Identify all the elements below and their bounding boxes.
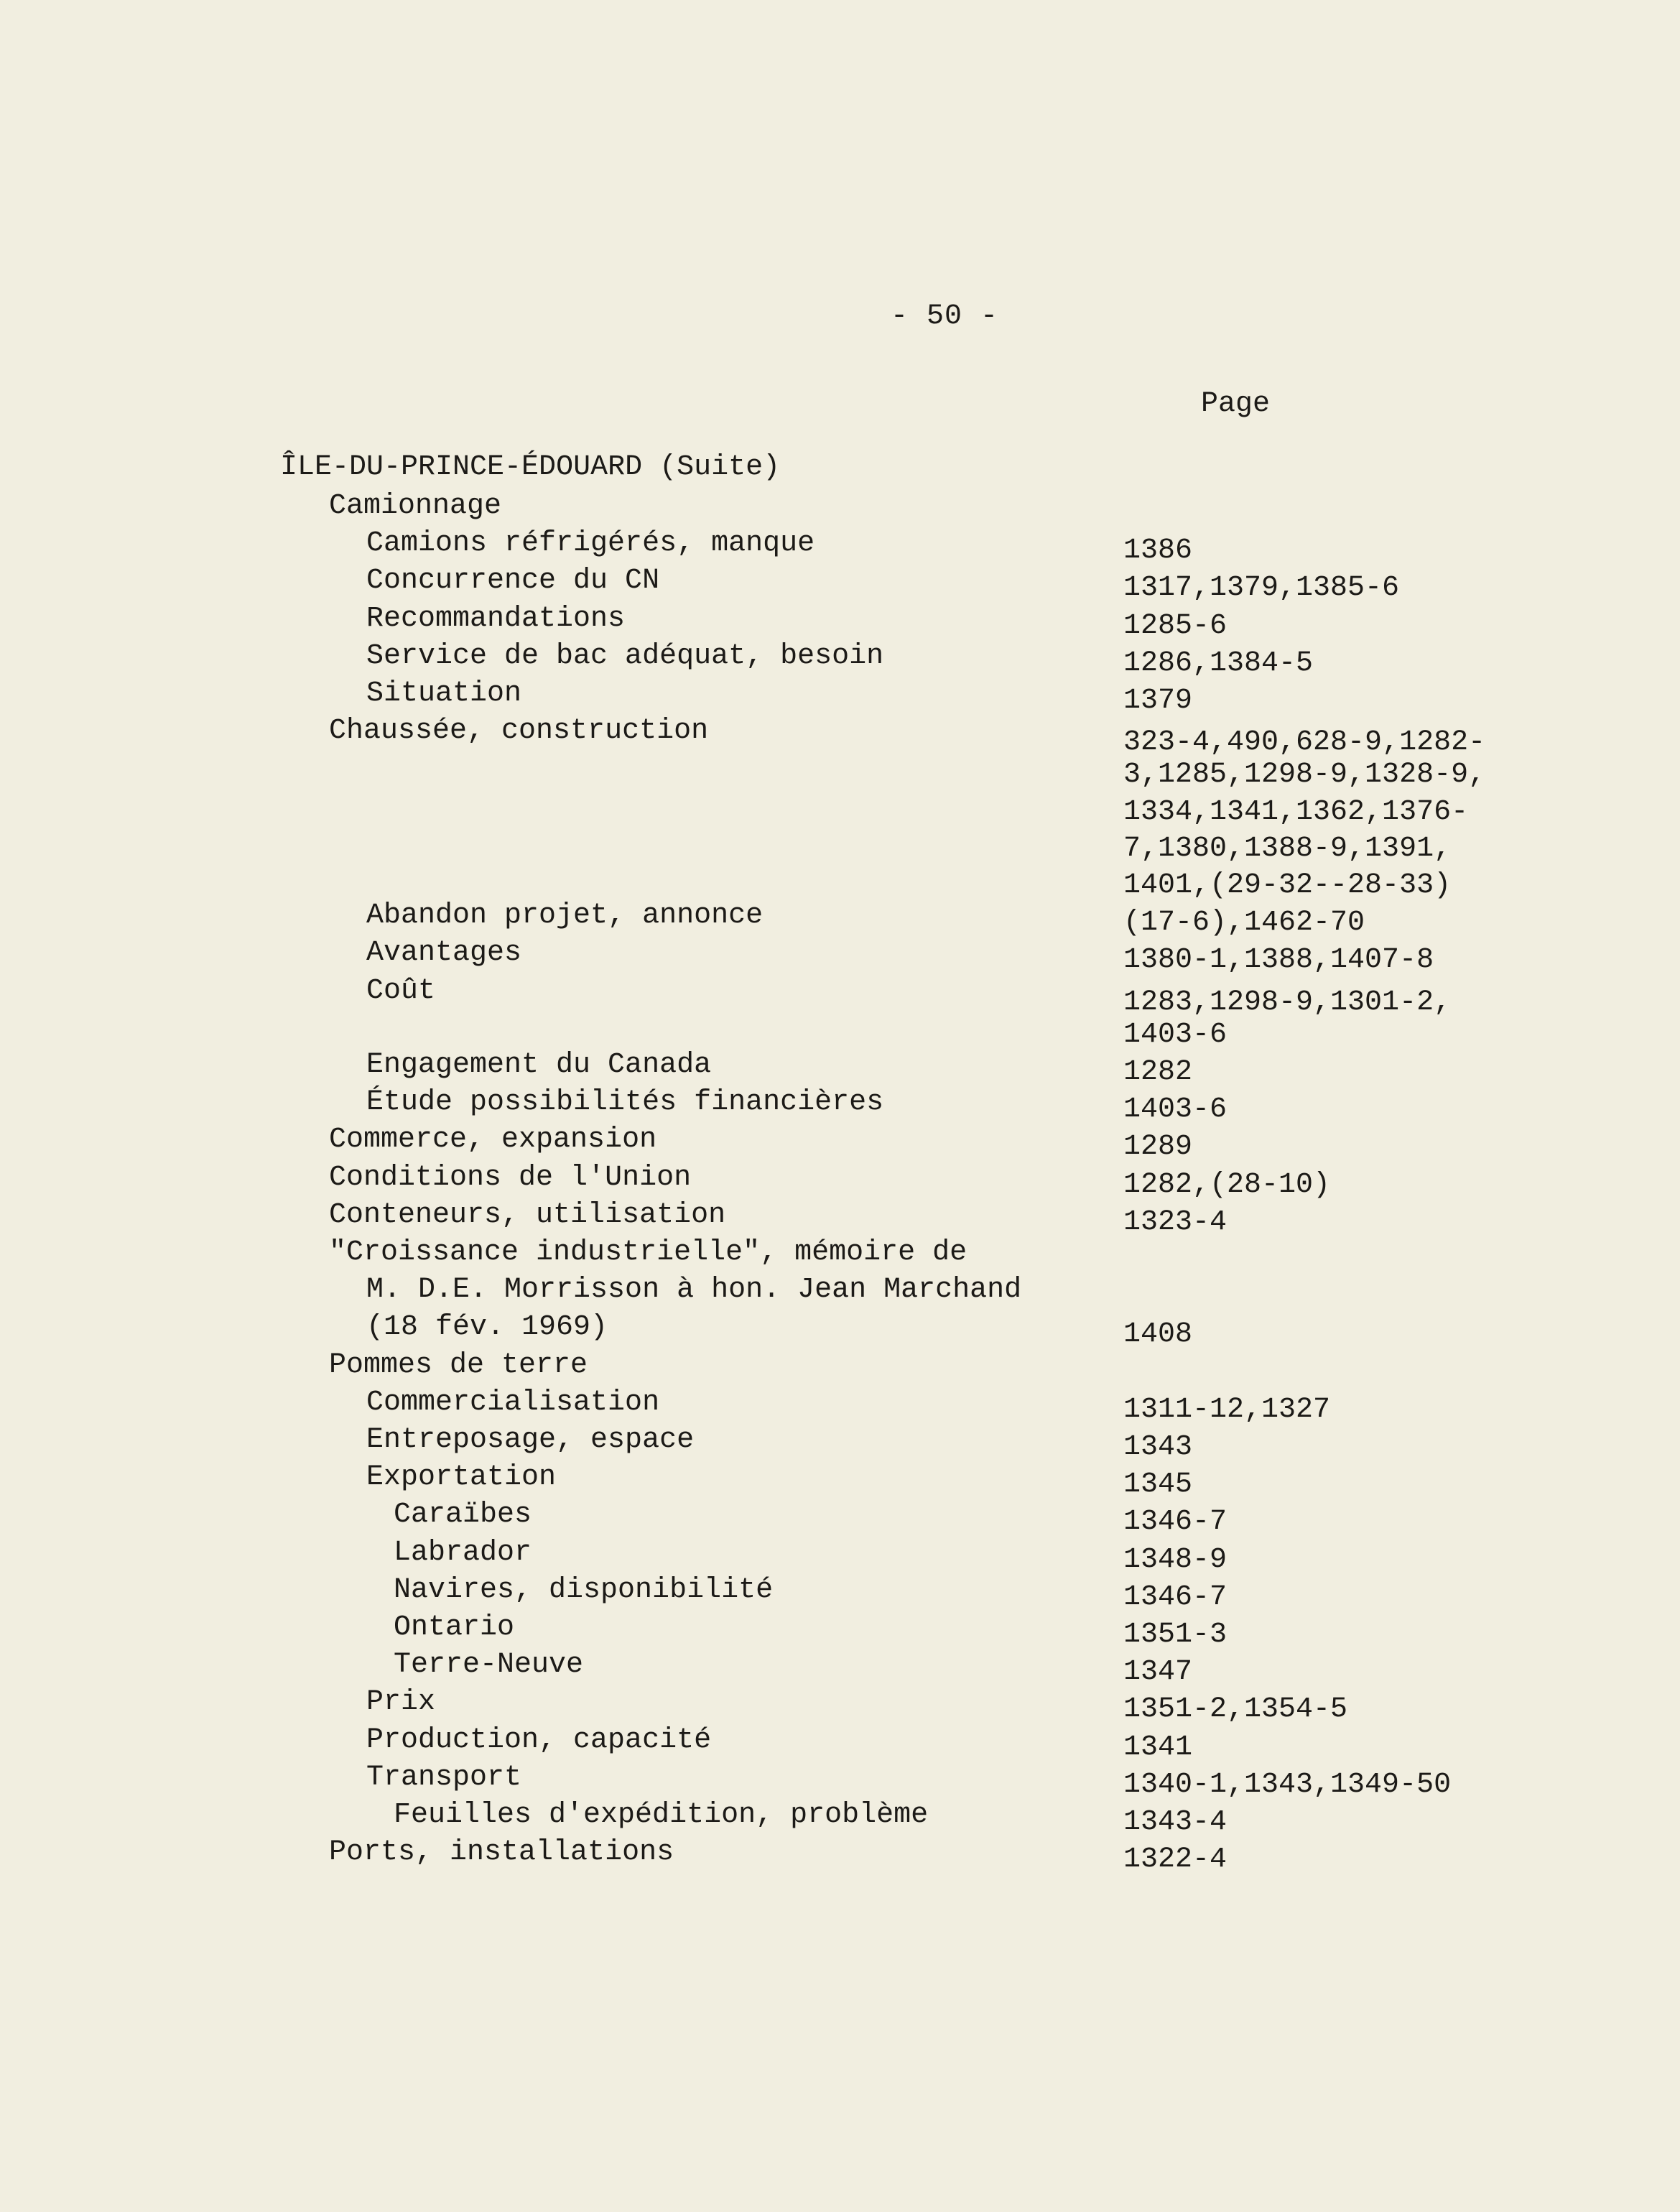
entry-term: Feuilles d'expédition, problème <box>394 1799 929 1831</box>
index-entry <box>0 715 1680 902</box>
index-entry <box>0 1461 1680 1501</box>
index-entry <box>0 1536 1680 1576</box>
entry-page-refs: (17-6),1462-70 <box>1123 907 1365 940</box>
entry-term: Navires, disponibilité <box>394 1573 774 1606</box>
entry-page-refs: 1289 <box>1123 1131 1193 1164</box>
entry-page-refs: 1346-7 <box>1123 1506 1227 1539</box>
entry-term: Labrador <box>394 1536 532 1569</box>
entry-term: Ontario <box>394 1611 515 1644</box>
entry-page-refs: 1286,1384-5 <box>1123 647 1314 680</box>
index-entry <box>0 1686 1680 1726</box>
entry-term: Abandon projet, annonce <box>366 899 764 933</box>
index-entry <box>0 639 1680 680</box>
index-entry <box>0 490 1680 526</box>
entry-term: Conteneurs, utilisation <box>329 1198 726 1231</box>
index-entry <box>0 937 1680 977</box>
index-entry <box>0 1124 1680 1164</box>
entry-page-refs: 1348-9 <box>1123 1543 1227 1576</box>
entry-page-refs: 1282 <box>1123 1056 1193 1088</box>
entry-term: M. D.E. Morrisson à hon. Jean Marchand <box>366 1274 1022 1307</box>
entry-term: Service de bac adéquat, besoin <box>366 639 884 672</box>
index-entry <box>0 1236 1680 1272</box>
index-entry <box>0 565 1680 605</box>
entry-page-refs: 1341 <box>1123 1731 1193 1764</box>
entry-term: Avantages <box>366 937 522 970</box>
entry-page-refs: 1379 <box>1123 685 1193 717</box>
entry-term: Commercialisation <box>366 1386 660 1419</box>
entry-page-refs: 1345 <box>1123 1468 1193 1501</box>
index-entry <box>0 1573 1680 1614</box>
entry-page-refs: 1343 <box>1123 1431 1193 1463</box>
entry-page-refs: 1351-2,1354-5 <box>1123 1693 1348 1726</box>
entry-page-refs: 1334,1341,1362,1376- <box>1123 795 1469 828</box>
index-entry <box>0 1649 1680 1689</box>
entry-term: Ports, installations <box>329 1836 674 1869</box>
page-number: - 50 - <box>891 300 999 333</box>
entry-term: Transport <box>366 1761 522 1794</box>
entry-term: (18 fév. 1969) <box>366 1311 608 1344</box>
index-entry <box>0 677 1680 717</box>
index-entry <box>0 527 1680 568</box>
index-entry <box>0 1499 1680 1539</box>
entry-page-refs: 1403-6 <box>1123 1093 1227 1126</box>
entry-page-refs: 1351-3 <box>1123 1619 1227 1651</box>
index-entry <box>0 1611 1680 1651</box>
entry-term: Chaussée, construction <box>329 715 709 748</box>
entry-term: Caraïbes <box>394 1499 532 1532</box>
index-entry <box>0 1799 1680 1838</box>
index-entry <box>0 1311 1680 1351</box>
entry-term: Exportation <box>366 1461 557 1494</box>
entry-term: Commerce, expansion <box>329 1124 657 1157</box>
index-entry <box>0 1086 1680 1126</box>
entry-page-refs: 1340-1,1343,1349-50 <box>1123 1768 1452 1801</box>
entry-term: Prix <box>366 1686 436 1719</box>
entry-term: Coût <box>366 974 436 1007</box>
entry-page-refs: 1346-7 <box>1123 1581 1227 1614</box>
entry-page-refs: 1317,1379,1385-6 <box>1123 572 1400 605</box>
entry-page-refs: 1408 <box>1123 1318 1193 1351</box>
index-entry <box>0 1761 1680 1801</box>
index-entry <box>0 1349 1680 1385</box>
index-entry <box>0 1723 1680 1764</box>
index-entry <box>0 1836 1680 1877</box>
index-entry <box>0 899 1680 940</box>
index-entry <box>0 602 1680 642</box>
entry-page-refs: 1282,(28-10) <box>1123 1168 1331 1201</box>
entry-page-refs: 1283,1298-9,1301-2, <box>1123 986 1452 1019</box>
entry-page-refs: 323-4,490,628-9,1282- <box>1123 726 1486 759</box>
section-heading: ÎLE-DU-PRINCE-ÉDOUARD (Suite) <box>280 451 781 483</box>
index-entry <box>0 974 1680 1051</box>
entry-page-refs: 1285-6 <box>1123 609 1227 642</box>
entry-page-refs: 1343-4 <box>1123 1806 1227 1838</box>
index-entry <box>0 1274 1680 1310</box>
index-entry <box>0 1161 1680 1201</box>
entry-page-refs: 7,1380,1388-9,1391, <box>1123 832 1452 865</box>
entry-term: Conditions de l'Union <box>329 1161 692 1194</box>
index-entry <box>0 1386 1680 1426</box>
index-entry <box>0 1198 1680 1239</box>
entry-term: "Croissance industrielle", mémoire de <box>329 1236 967 1269</box>
entry-term: Entreposage, espace <box>366 1424 695 1456</box>
entry-term: Camionnage <box>329 490 502 522</box>
entry-page-refs: 1322-4 <box>1123 1843 1227 1877</box>
index-entry <box>0 1424 1680 1463</box>
index-entry <box>0 1049 1680 1088</box>
entry-page-refs: 3,1285,1298-9,1328-9, <box>1123 759 1486 792</box>
entry-term: Pommes de terre <box>329 1348 588 1382</box>
entry-term: Recommandations <box>366 602 626 635</box>
entry-page-refs: 1347 <box>1123 1656 1193 1689</box>
page-column-header: Page <box>1201 388 1271 420</box>
entry-page-refs: 1380-1,1388,1407-8 <box>1123 944 1434 977</box>
entry-term: Situation <box>366 677 522 710</box>
entry-page-refs: 1403-6 <box>1123 1018 1227 1051</box>
entry-page-refs: 1401,(29-32--28-33) <box>1123 869 1452 902</box>
entry-term: Engagement du Canada <box>366 1049 712 1081</box>
entry-page-refs: 1323-4 <box>1123 1206 1227 1239</box>
entry-term: Étude possibilités financières <box>366 1086 884 1119</box>
entry-page-refs: 1311-12,1327 <box>1123 1393 1331 1426</box>
entry-term: Terre-Neuve <box>394 1649 584 1682</box>
entry-page-refs: 1386 <box>1123 535 1193 568</box>
entry-term: Concurrence du CN <box>366 565 660 598</box>
entry-term: Production, capacité <box>366 1723 712 1757</box>
entry-term: Camions réfrigérés, manque <box>366 527 815 560</box>
